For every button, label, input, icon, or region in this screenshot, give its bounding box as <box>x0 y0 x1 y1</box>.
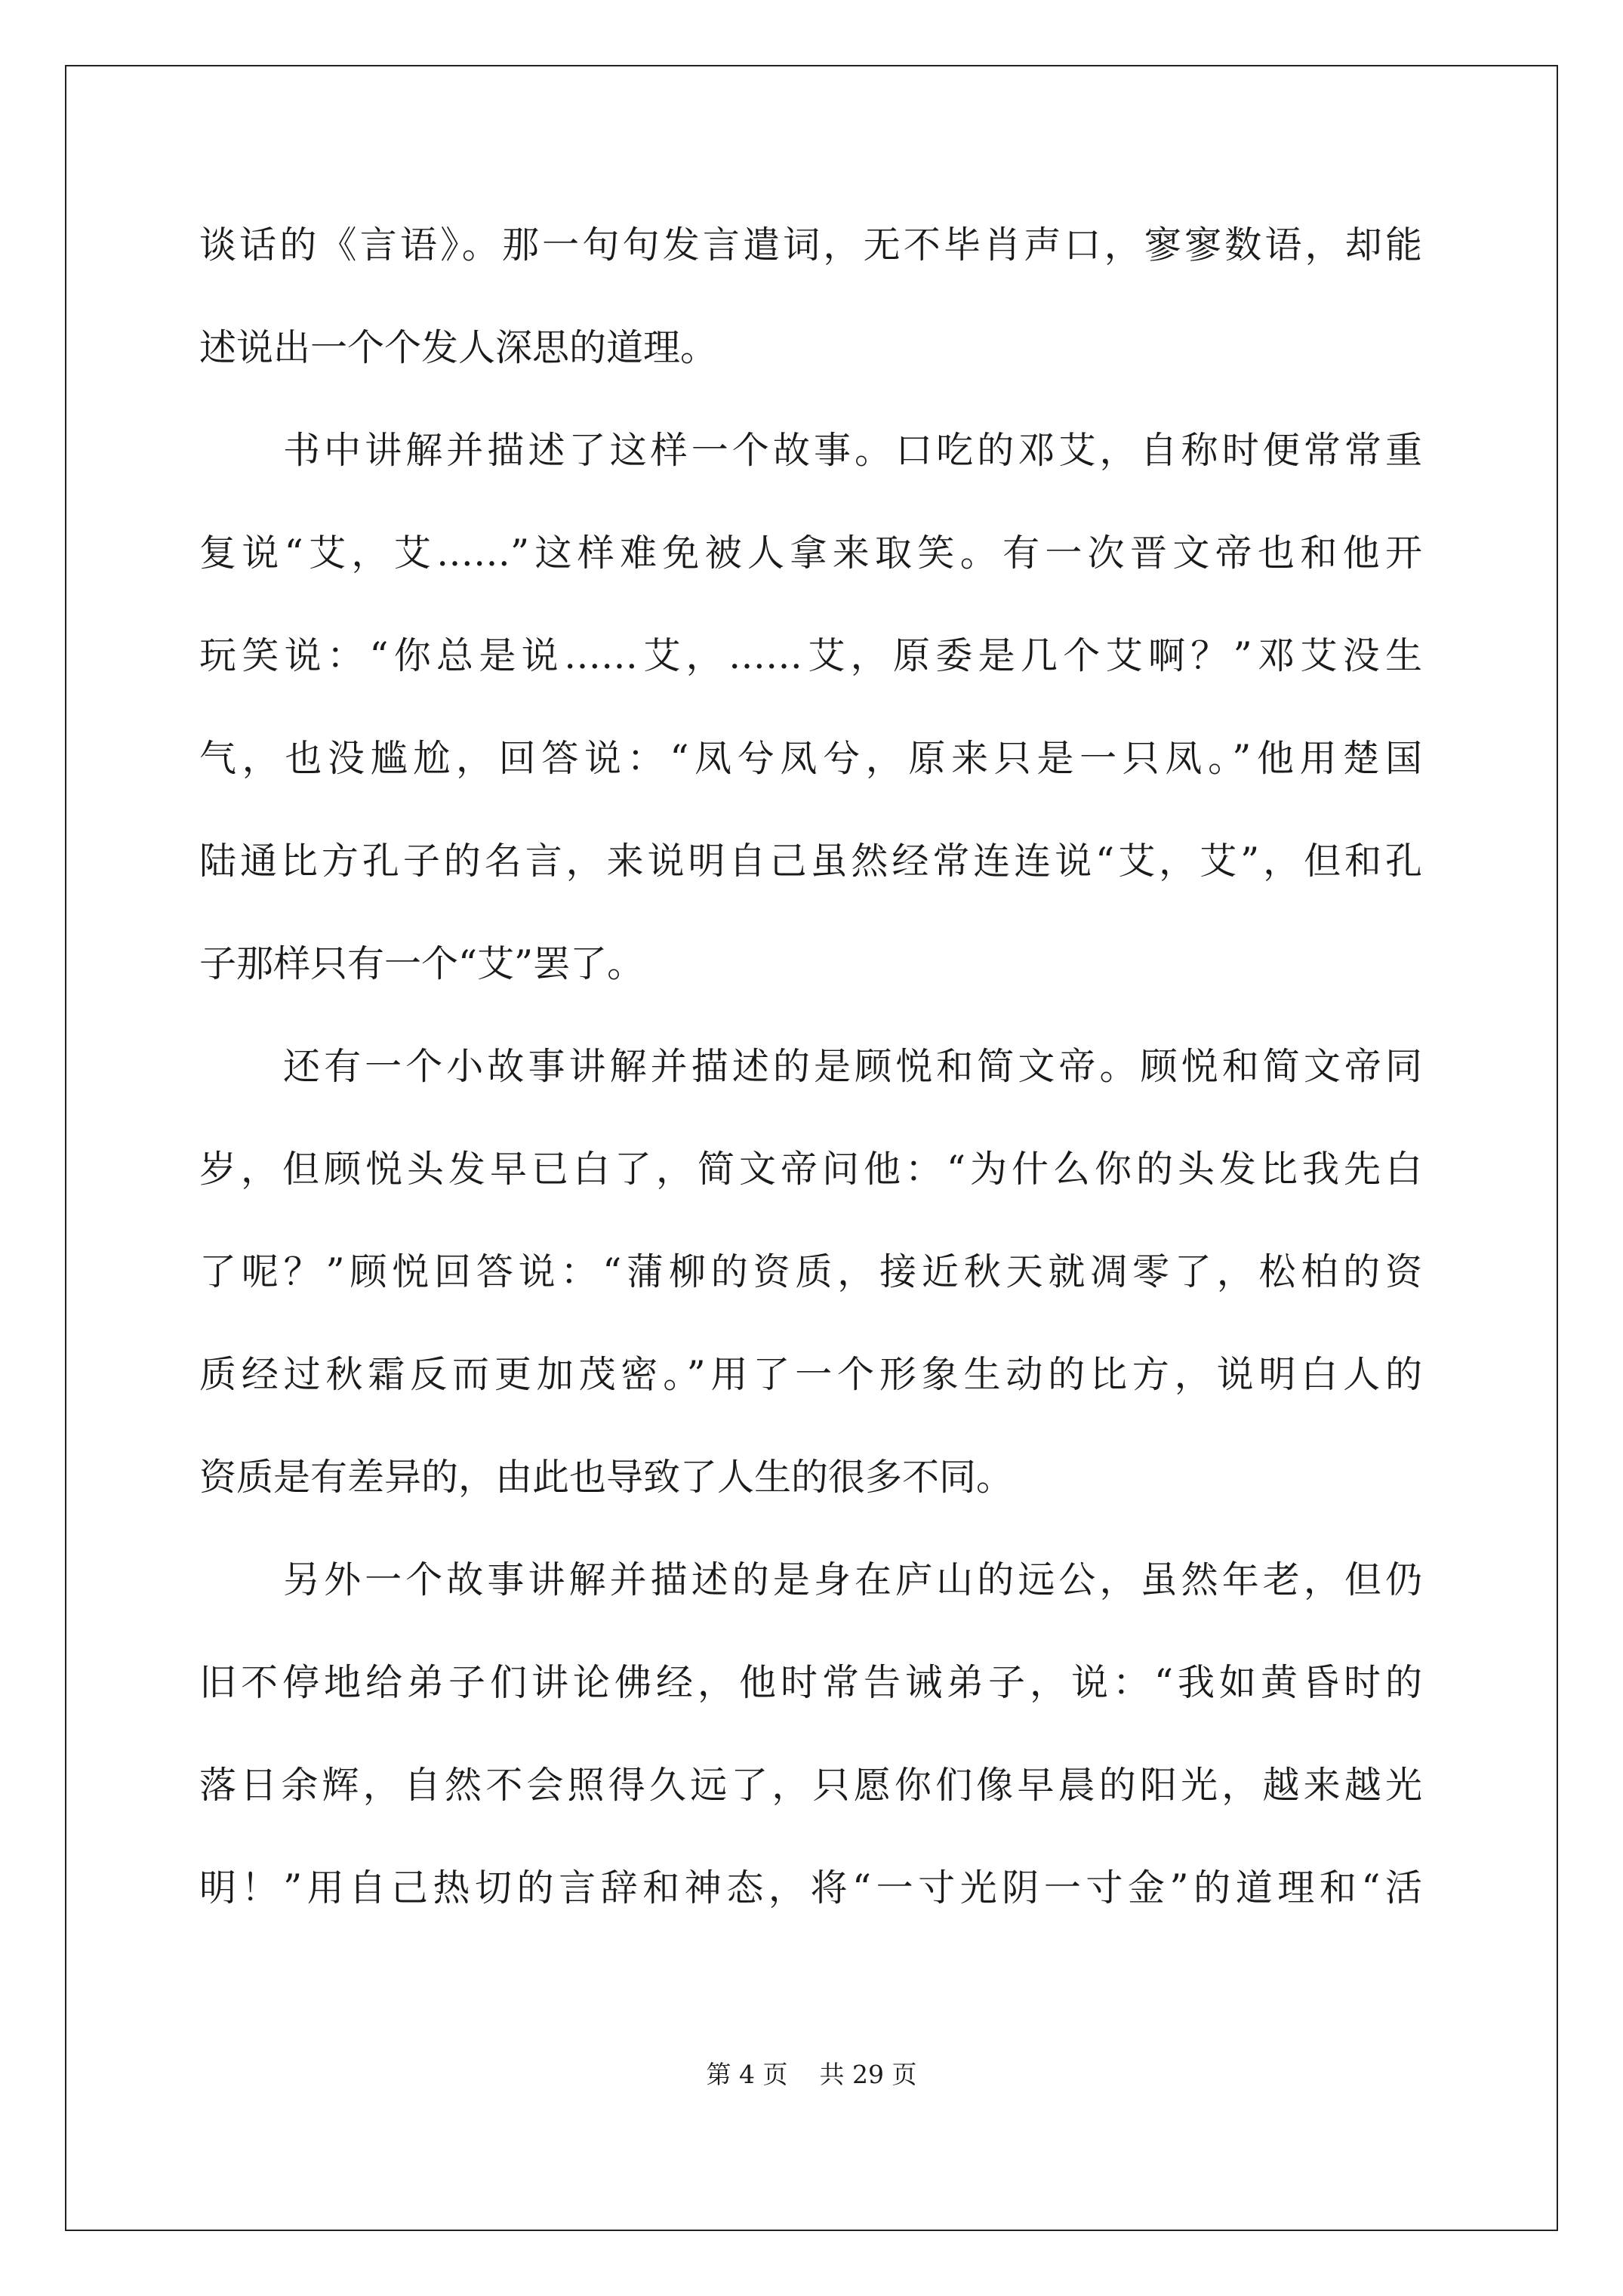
text-line: 另外一个故事讲解并描述的是身在庐山的远公，虽然年老，但仍 <box>283 1558 1422 1601</box>
text-line: 资质是有差异的，由此也导致了人生的很多不同。 <box>199 1456 1014 1499</box>
document-body <box>199 214 1422 1959</box>
text-line: 质经过秋霜反而更加茂密。”用了一个形象生动的比方，说明白人的 <box>199 1353 1422 1396</box>
text-line: 陆通比方孔子的名言，来说明自己虽然经常连连说“艾，艾”，但和孔 <box>199 840 1422 883</box>
text-line: 还有一个小故事讲解并描述的是顾悦和简文帝。顾悦和简文帝同 <box>283 1045 1422 1088</box>
text-line: 谈话的《言语》。那一句句发言遣词，无不毕肖声口，寥寥数语，却能 <box>199 223 1422 267</box>
text-line: 复说“艾，艾……”这样难免被人拿来取笑。有一次晋文帝也和他开 <box>199 532 1422 575</box>
text-line: 述说出一个个发人深思的道理。 <box>199 326 718 369</box>
text-line: 了呢？”顾悦回答说：“蒲柳的资质，接近秋天就凋零了，松柏的资 <box>199 1250 1422 1293</box>
text-line: 旧不停地给弟子们讲论佛经，他时常告诫弟子，说：“我如黄昏时的 <box>199 1661 1422 1704</box>
text-line: 落日余辉，自然不会照得久远了，只愿你们像早晨的阳光，越来越光 <box>199 1764 1422 1807</box>
text-line: 书中讲解并描述了这样一个故事。口吃的邓艾，自称时便常常重 <box>283 429 1422 472</box>
text-line: 岁，但顾悦头发早已白了，简文帝问他：“为什么你的头发比我先白 <box>199 1148 1422 1191</box>
page-total: 共 29 页 <box>819 2060 917 2089</box>
text-line: 子那样只有一个“艾”罢了。 <box>199 942 645 985</box>
text-line: 气，也没尴尬，回答说：“凤兮凤兮，原来只是一只凤。”他用楚国 <box>199 737 1422 780</box>
text-line: 玩笑说：“你总是说……艾，……艾，原委是几个艾啊？”邓艾没生 <box>199 634 1422 677</box>
text-line: 明！”用自己热切的言辞和神态，将“一寸光阴一寸金”的道理和“活 <box>199 1866 1422 1909</box>
page-number: 第 4 页 <box>706 2060 788 2089</box>
page-footer <box>0 2060 1623 2090</box>
